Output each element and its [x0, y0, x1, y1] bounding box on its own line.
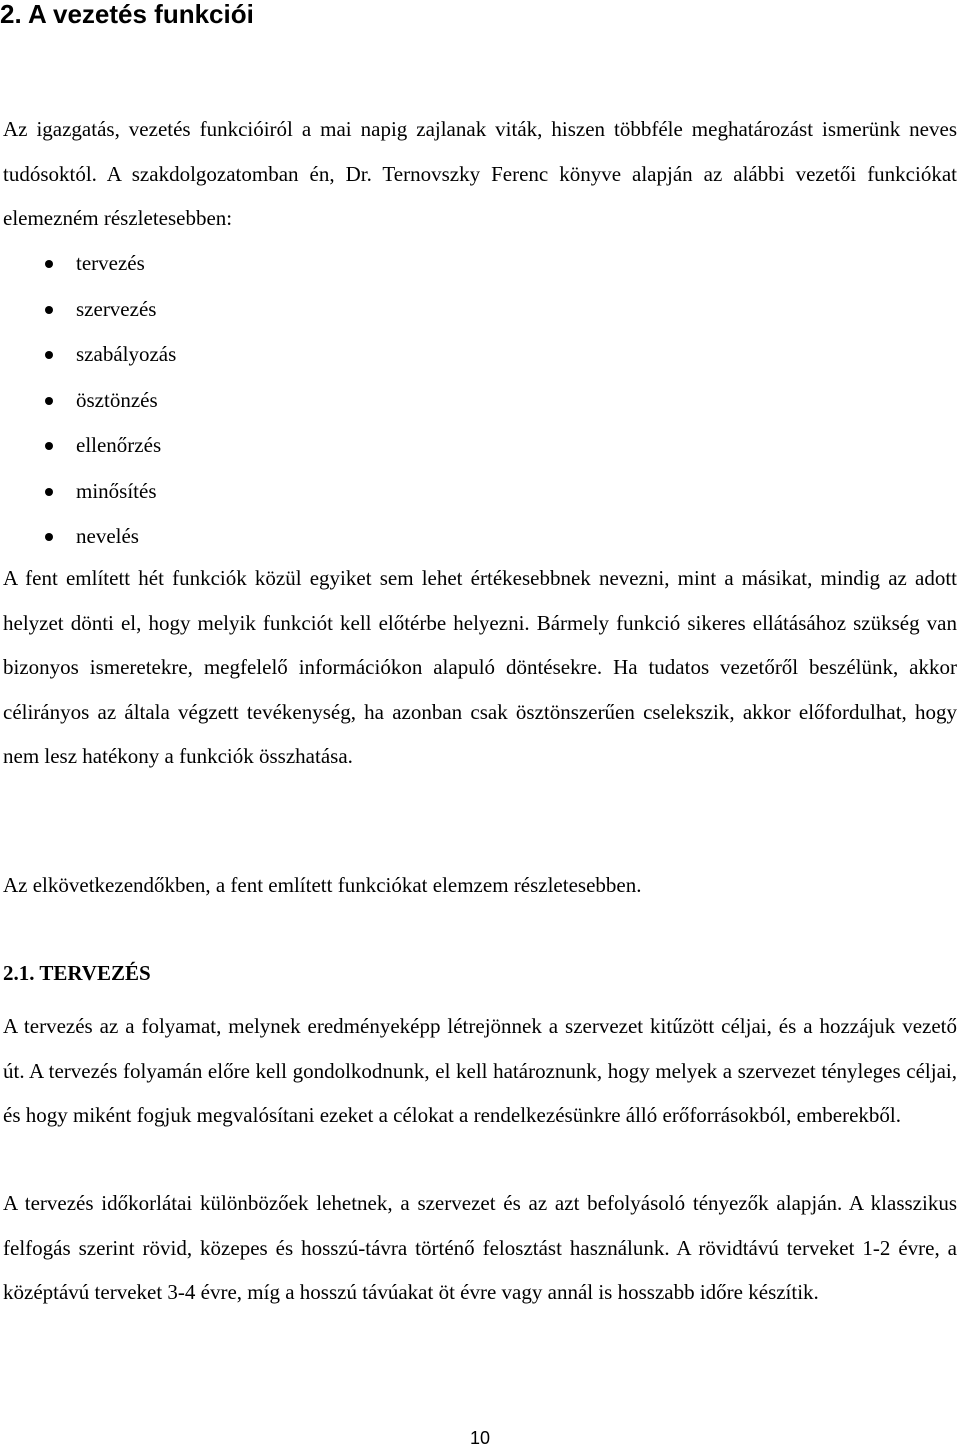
- list-item-label: szervezés: [76, 296, 157, 321]
- section-heading: 2. A vezetés funkciói: [0, 0, 254, 29]
- list-item-label: tervezés: [76, 251, 145, 275]
- bullet-icon: [45, 533, 53, 541]
- functions-discussion-paragraph: A fent említett hét funkciók közül egyiket sem lehet értékesebbnek nevezni, mint a másikat, mindig az adott helyzet dönti el, hogy melyik funkciót kell előtérbe helyezni. Bármely funkció sikeres ellátásához szükség van bizonyos ismeretekre, megfelelő információkon alapuló döntésekre. Ha tudatos vezetőről beszélünk, akkor célirányos az általa végzett tevékenység, ha azonban csak ösztönszerűen cselekszik, akkor előfordulhat, hogy nem lesz hatékony a funkciók összhatása.: [3, 566, 957, 768]
- bullet-icon: [45, 442, 53, 450]
- planning-timeframe-paragraph: A tervezés időkorlátai különbözőek lehetnek, a szervezet és az azt befolyásoló tényezők alapján. A klasszikus felfogás szerint rövid, közepes és hosszú-távra történő felosztást használunk. A rövidtávú terveket 1-2 évre, a középtávú terveket 3-4 évre, míg a hosszú távúakat öt évre vagy annál is hosszabb időre készítik.: [3, 1191, 957, 1304]
- bullet-icon: [45, 351, 53, 359]
- bullet-icon: [45, 488, 53, 496]
- planning-definition-paragraph: A tervezés az a folyamat, melynek eredményeképp létrejönnek a szervezet kitűzött céljai, és a hozzájuk vezető út. A tervezés folyamán előre kell gondolkodnunk, el kell határoznunk, hogy melyek a szervezet tényleges céljai, és hogy miként fogjuk megvalósítani ezeket a célokat a rendelkezésünkre álló erőforrásokból, emberekből.: [3, 1014, 957, 1127]
- intro-paragraph: Az igazgatás, vezetés funkcióiról a mai napig zajlanak viták, hiszen többféle meghatározást ismerünk neves tudósoktól. A szakdolgozatomban én, Dr. Ternovszky Ferenc könyve alapján az alábbi vezetői funkciókat elemezném részletesebben:: [3, 117, 957, 230]
- list-item: [3, 241, 176, 287]
- list-item-label: nevelés: [76, 524, 139, 548]
- bullet-icon: [45, 397, 53, 405]
- list-item-label: minősítés: [76, 478, 157, 503]
- functions-list: [3, 241, 176, 560]
- list-item: [3, 287, 176, 333]
- list-item-label: ösztönzés: [76, 387, 158, 412]
- list-item: [3, 378, 176, 424]
- bullet-icon: [45, 260, 53, 268]
- list-item: [3, 423, 176, 469]
- list-item: [3, 514, 176, 560]
- list-item-label: ellenőrzés: [76, 433, 162, 457]
- bullet-icon: [45, 306, 53, 314]
- list-item: [3, 469, 176, 515]
- page-number: 10: [469, 1428, 491, 1448]
- transition-paragraph: Az elkövetkezendőkben, a fent említett funkciókat elemzem részletesebben.: [3, 873, 642, 897]
- subsection-heading: 2.1. TERVEZÉS: [3, 961, 151, 985]
- list-item-label: szabályozás: [76, 342, 177, 366]
- list-item: [3, 332, 176, 378]
